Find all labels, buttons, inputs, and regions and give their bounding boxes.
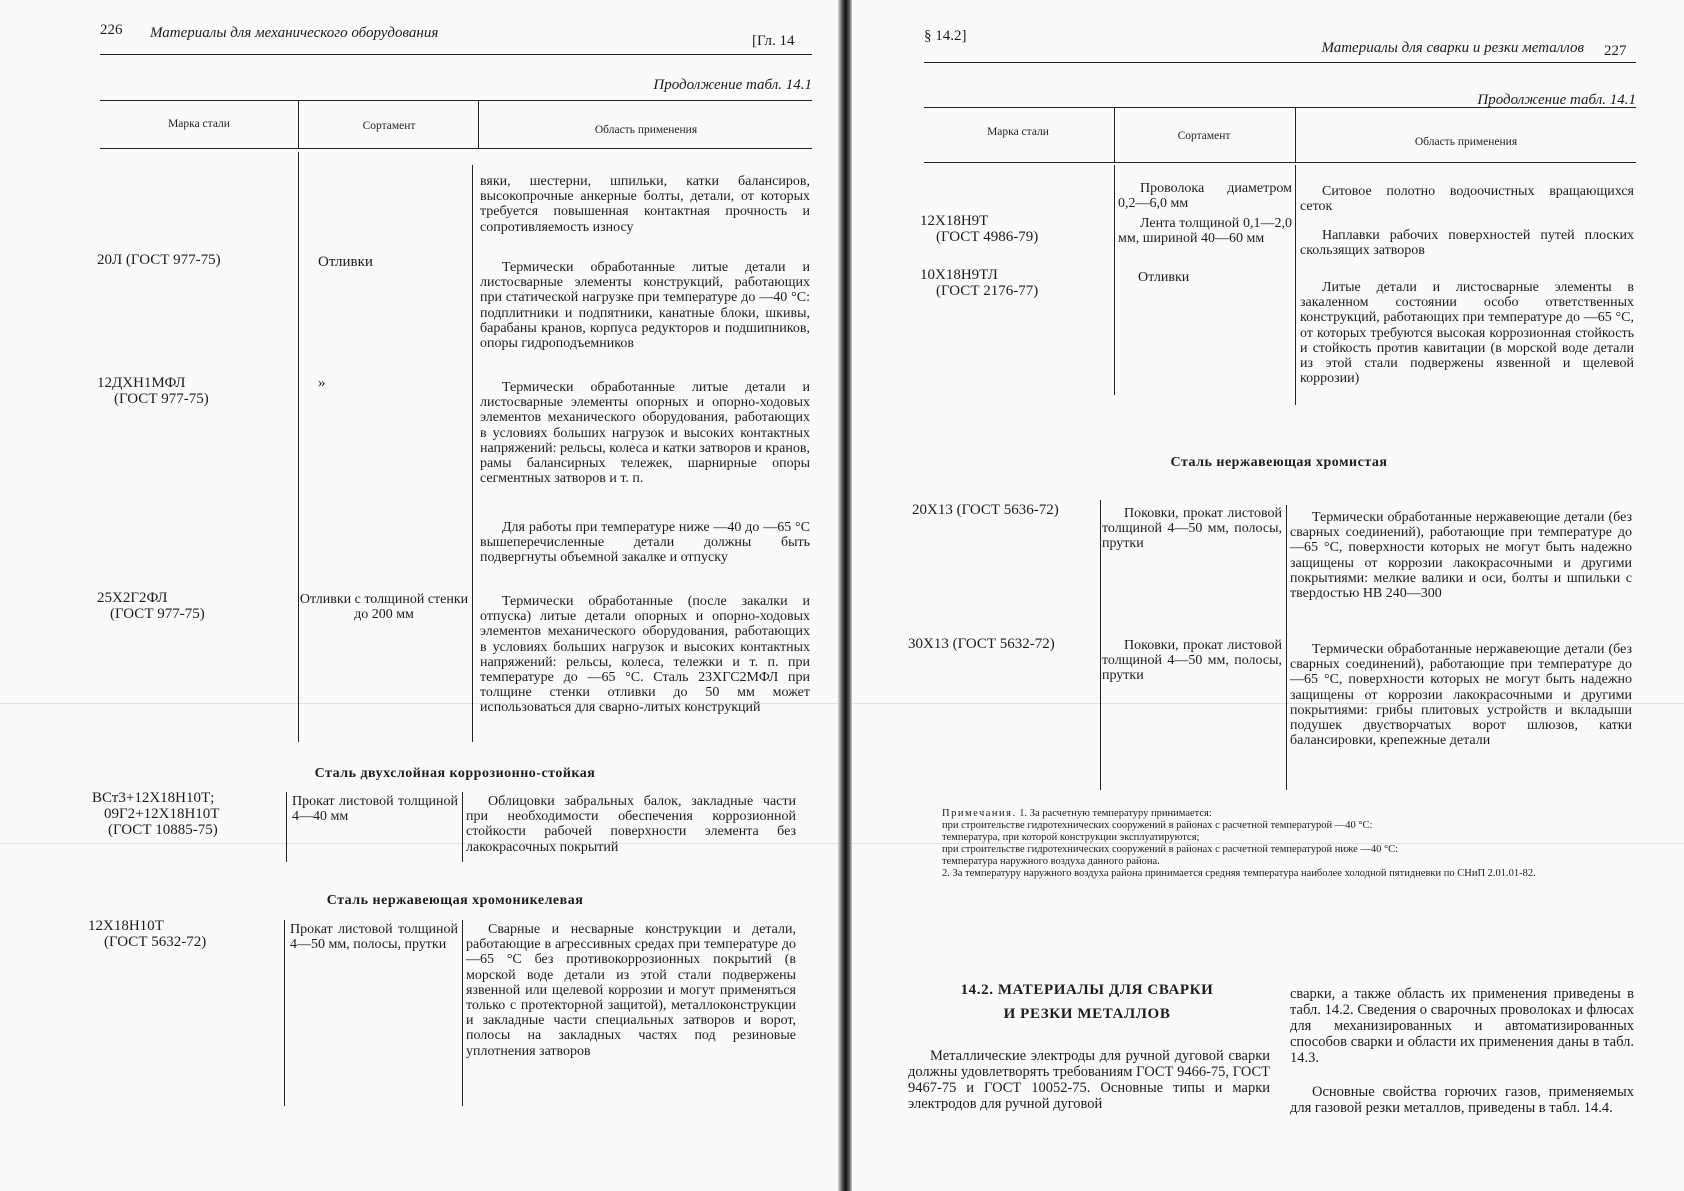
section-title: Сталь нержавеющая хромистая — [1170, 455, 1388, 470]
page-number: 227 — [1604, 43, 1627, 59]
section-ref: § 14.2] — [924, 28, 967, 44]
section-heading-line: 14.2. МАТЕРИАЛЫ ДЛЯ СВАРКИ — [960, 982, 1214, 998]
assortment-cell: » — [318, 375, 326, 391]
column-divider — [1114, 165, 1115, 395]
running-title: Материалы для механического оборудования — [150, 25, 439, 41]
assortment-cell: Проволока диаметром 0,2—6,0 мм — [1118, 181, 1292, 212]
table-top-rule — [924, 107, 1636, 108]
application-cell: Для работы при температуре ниже —40 до —65 °С вышеперечисленные детали должны быть подвергнуты объемной закалке и отпуску — [480, 520, 810, 566]
column-divider — [462, 920, 463, 1106]
application-cell: Наплавки рабочих поверхностей путей плоских скользящих затворов — [1300, 228, 1634, 259]
note-1: 1. За расчетную температуру принимается: — [1019, 808, 1212, 819]
table-notes — [942, 808, 1632, 880]
application-cell: вяки, шестерни, шпильки, катки балансиров, высокопрочные анкерные болты, детали, от которых требуется повышенная контактная прочность и сопротивляемость износу — [480, 174, 810, 235]
table-header-rule — [924, 162, 1636, 163]
grade-cell: ВСт3+12Х18Н10Т; — [92, 790, 215, 806]
assortment-cell: Прокат листовой толщиной 4—40 мм — [292, 794, 458, 825]
note-1d: температура наружного воздуха данного района. — [942, 856, 1160, 867]
grade-standard: (ГОСТ 977-75) — [114, 391, 209, 407]
column-divider — [1114, 107, 1115, 162]
assortment-cell: Поковки, прокат листовой толщиной 4—50 мм, полосы, прутки — [1102, 506, 1282, 552]
right-page — [852, 0, 1684, 1191]
grade-standard: (ГОСТ 2176-77) — [936, 283, 1039, 299]
column-divider — [298, 100, 299, 148]
header-rule — [924, 62, 1636, 63]
application-cell: Облицовки забральных балок, закладные части при необходимости обеспечения коррозионной стойкости рабочей поверхности элемента без лакокрасочных покрытий — [466, 794, 796, 855]
running-title: Материалы для сварки и резки металлов — [1321, 40, 1584, 56]
application-cell: Термически обработанные нержавеющие детали (без сварных соединений), работающие при температуре до —65 °С, поверхности которых не могут быть надежно защищены от коррозии лакокрасочными и другими покрытиями: грибы плитовых устройств и вкладыши подушек двустворчатых ворот шлюзов, катки балансировки, крепежные детали — [1290, 642, 1632, 749]
grade-cell: 30Х13 (ГОСТ 5632-72) — [908, 636, 1055, 652]
application-cell: Термически обработанные литые детали и листосварные элементы опорных и опорно-ходовых элементов механического оборудования, работающих в условиях больших нагрузок и высоких контактных напряжений: рельсы, колеса и катки затворов и кранов, рамы балансирных тележек, шарнирные опоры сегментных затворов и т. п. — [480, 380, 810, 487]
grade-standard: (ГОСТ 5632-72) — [104, 934, 207, 950]
section-heading — [922, 978, 1252, 1026]
note-1c: при строительстве гидротехнических сооружений в районах с расчетной температурой ниже —40 °С: — [942, 844, 1399, 855]
grade-standard: (ГОСТ 10885-75) — [108, 822, 218, 838]
column-divider — [286, 792, 287, 862]
table-top-rule — [100, 100, 812, 101]
assortment-cell: Отливки с толщиной стенки до 200 мм — [299, 592, 469, 623]
body-paragraph: Металлические электроды для ручной дуговой сварки должны удовлетворять требованиям ГОСТ 9466-75, ГОСТ 9467-75 и ГОСТ 10052-75. Основные типы и марки электродов для ручной дуговой — [908, 1048, 1270, 1112]
column-divider — [1286, 505, 1287, 790]
assortment-cell: Прокат листовой толщиной 4—50 мм, полосы, прутки — [290, 922, 458, 953]
grade-cell: 12Х18Н10Т — [88, 918, 164, 934]
grade-standard: (ГОСТ 4986-79) — [936, 229, 1039, 245]
column-divider — [298, 152, 299, 742]
column-divider — [478, 100, 479, 148]
grade-cell: 20Л (ГОСТ 977-75) — [97, 252, 221, 268]
application-cell: Сварные и несварные конструкции и детали, работающие в агрессивных средах при температуре до —65 °С без противокоррозионных покрытий (в морской воде детали из этой стали подвержены язвенной или щелевой коррозии и могут применяться только с протекторной защитой), металлоконструкции и закладные части специальных затворов и ворот, полосы на закладных частях под резиновые уплотнения затворов — [466, 922, 796, 1059]
grade-cell: 20Х13 (ГОСТ 5636-72) — [912, 502, 1059, 518]
section-heading-line: И РЕЗКИ МЕТАЛЛОВ — [1003, 1006, 1171, 1022]
grade-cell: 09Г2+12Х18Н10Т — [104, 806, 220, 822]
col-header-application: Область применения — [594, 124, 698, 136]
col-header-grade: Марка стали — [987, 126, 1049, 138]
grade-cell: 10Х18Н9ТЛ — [920, 267, 998, 283]
table-header-rule — [100, 148, 812, 149]
application-cell: Термически обработанные литые детали и листосварные элементы конструкций, работающих при статической нагрузке при температуре до —40 °С: подплитники и подпятники, канатные блоки, шкивы, барабаны кранов, корпуса редукторов и подшипников, опоры гидроподъемников — [480, 260, 810, 352]
grade-standard: (ГОСТ 977-75) — [110, 606, 205, 622]
section-title: Сталь двухслойная коррозионно-стойкая — [314, 766, 596, 781]
notes-label: Примечания. — [942, 808, 1017, 819]
column-divider — [472, 165, 473, 742]
application-cell: Термически обработанные (после закалки и отпуска) литые детали опорных и опорно-ходовых элементов механического оборудования, работающих в условиях больших нагрузок и высоких контактных напряжений: рельсы, колеса, тележки и т. п. при температуре до —65 °С. Сталь 23ХГС2МФЛ при толщине стенки отливки до 50 мм может использоваться для сварно-литых конструкций — [480, 594, 810, 716]
header-rule — [100, 54, 812, 55]
assortment-cell: Лента толщиной 0,1—2,0 мм, шириной 40—60 мм — [1118, 216, 1292, 247]
book-spine — [838, 0, 852, 1191]
grade-cell: 12ДХН1МФЛ — [97, 375, 186, 391]
note-1a: при строительстве гидротехнических сооружений в районах с расчетной температурой —40 °С: — [942, 820, 1373, 831]
assortment-cell: Отливки — [318, 254, 373, 270]
table-continuation: Продолжение табл. 14.1 — [1477, 92, 1636, 108]
body-paragraph: Основные свойства горючих газов, применяемых для газовой резки металлов, приведены в табл. 14.4. — [1290, 1084, 1634, 1116]
col-header-application: Область применения — [1414, 136, 1518, 148]
column-divider — [1100, 500, 1101, 790]
column-divider — [1295, 107, 1296, 162]
application-cell: Литые детали и листосварные элементы в закаленном состоянии особо ответственных конструкций, работающих при температуре до —65 °С, от которых требуются высокая коррозионная стойкость и стойкость против кавитации (в морской воде детали из этой стали подвержены язвенной и щелевой коррозии) — [1300, 280, 1634, 387]
assortment-cell: Поковки, прокат листовой толщиной 4—50 мм, полосы, прутки — [1102, 638, 1282, 684]
body-paragraph: сварки, а также область их применения приведены в табл. 14.2. Сведения о сварочных проволоках и флюсах для механизированных и автоматизированных способов сварки и области их применения даны в табл. 14.3. — [1290, 986, 1634, 1066]
application-cell: Ситовое полотно водоочистных вращающихся сеток — [1300, 184, 1634, 215]
column-divider — [1295, 165, 1296, 405]
section-title: Сталь нержавеющая хромоникелевая — [326, 893, 584, 908]
note-1b: температура, при которой конструкции эксплуатируются; — [942, 832, 1200, 843]
application-cell: Термически обработанные нержавеющие детали (без сварных соединений), работающие при температуре до —65 °С, поверхности которых не могут быть надежно защищены от коррозии лакокрасочными и другими покрытиями: мелкие валики и оси, болты и шпильки с твердостью НВ 240—300 — [1290, 510, 1632, 602]
col-header-assortment: Сортамент — [362, 120, 416, 132]
grade-cell: 25Х2Г2ФЛ — [97, 590, 168, 606]
col-header-assortment: Сортамент — [1177, 130, 1231, 142]
column-divider — [284, 920, 285, 1106]
column-divider — [462, 792, 463, 862]
note-2: 2. За температуру наружного воздуха района принимается средняя температура наиболее холодной пятидневки по СНиП 2.01.01-82. — [942, 868, 1536, 879]
left-page — [0, 0, 838, 1191]
chapter-ref: [Гл. 14 — [752, 33, 795, 49]
col-header-grade: Марка стали — [168, 118, 230, 130]
table-continuation: Продолжение табл. 14.1 — [653, 77, 812, 93]
assortment-cell: Отливки — [1138, 270, 1190, 285]
grade-cell: 12Х18Н9Т — [920, 213, 989, 229]
page-number: 226 — [100, 22, 123, 38]
